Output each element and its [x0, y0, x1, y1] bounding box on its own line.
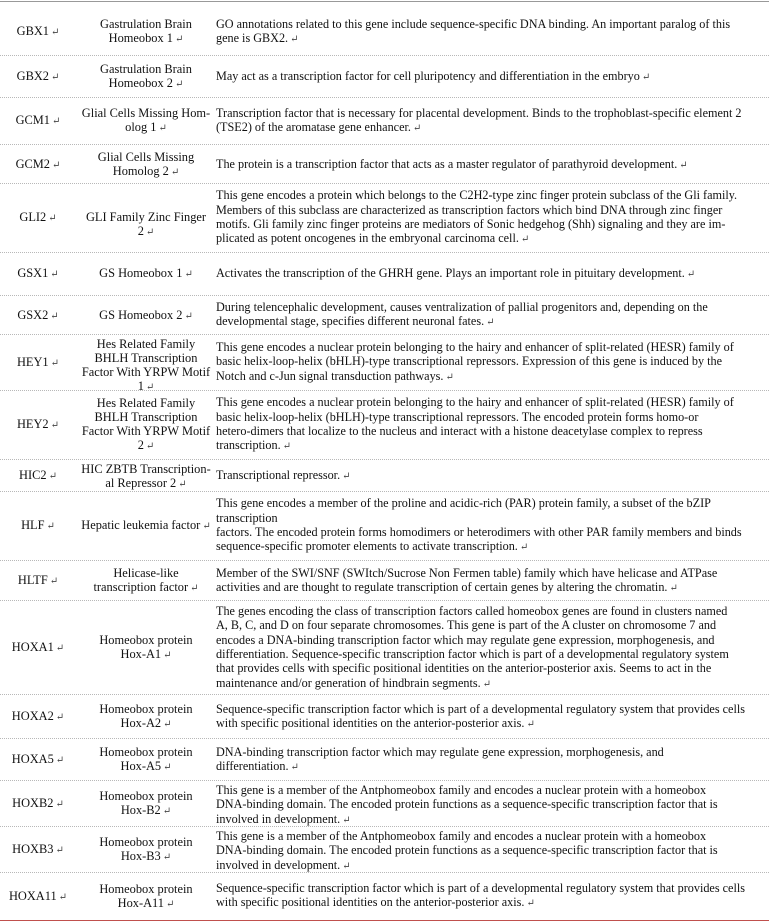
gene-full-name [78, 308, 214, 324]
paragraph-mark-icon: ↵ [50, 27, 60, 38]
description-line: A, B, C, and D on four separate chromosomes. This gene is part of the A cluster on chromosome 7 and [216, 618, 717, 633]
gene-description [216, 266, 769, 282]
description-line: May act as a transcription factor for cell pluripotency and differentiation in the embryo ↵ [216, 68, 651, 83]
name-line: transcription factor ↵ [93, 580, 199, 594]
name-line: Hox-A2 ↵ [120, 716, 172, 730]
row-divider [0, 459, 769, 460]
gene-description [216, 566, 769, 597]
description-line: During telencephalic development, causes ventralization of pallial progenitors and, depending on the [216, 300, 708, 315]
gene-symbol: HOXB3 ↵ [12, 842, 64, 856]
description-line: involved in development. ↵ [216, 811, 351, 826]
name-line: 2 ↵ [137, 438, 155, 452]
description-line: activities and are thought to regulate transcription of certain genes by altering the chromatin. ↵ [216, 579, 678, 594]
paragraph-mark-icon: ↵ [52, 116, 61, 127]
description-line: Transcription factor that is necessary for placental development. Binds to the trophoblast-specific element 2 [216, 105, 742, 120]
row-divider [0, 738, 769, 739]
paragraph-mark-icon: ↵ [158, 123, 167, 134]
gene-full-name [78, 106, 214, 136]
name-line: Factor With YRPW Motif [81, 424, 211, 438]
paragraph-mark-icon: ↵ [48, 471, 57, 482]
gene-full-name [78, 337, 214, 395]
paragraph-mark-icon: ↵ [184, 269, 193, 280]
description-line: Member of the SWI/SNF (SWItch/Sucrose Non Fermen table) family which have helicase and ATPase [216, 565, 718, 580]
gene-symbol: HLF ↵ [21, 518, 55, 532]
gene-symbol: GSX2 ↵ [17, 307, 59, 322]
description-line: sequence-specific promoter elements to activate transcription. ↵ [216, 539, 529, 554]
description-line: developmental stage, specifies different neuronal fates. ↵ [216, 314, 495, 329]
name-line: Hox-B3 ↵ [120, 849, 172, 863]
description-line: factors. The encoded protein forms homodimers or heterodimers with other PAR family members and binds [216, 524, 742, 539]
name-line: GS Homeobox 2 ↵ [99, 307, 193, 322]
description-line: basic helix-loop-helix (bHLH)-type transcriptional repressors. Expression of this gene is induced by the [216, 354, 722, 369]
table-bottom-border [0, 920, 769, 921]
gene-full-name [78, 566, 214, 596]
gene-description [216, 881, 769, 912]
name-line: al Repressor 2 ↵ [105, 476, 187, 490]
name-line: Hes Related Family [96, 396, 196, 410]
table-row [0, 255, 769, 291]
table-row [0, 58, 769, 94]
gene-full-name [78, 17, 214, 47]
paragraph-mark-icon: ↵ [520, 234, 530, 246]
row-divider [0, 826, 769, 827]
table-row [0, 829, 769, 872]
description-line: The protein is a transcription factor that acts as a master regulator of parathyroid development. ↵ [216, 156, 688, 171]
description-line: (TSE2) of the aromatase gene enhancer. ↵ [216, 119, 422, 134]
gene-symbol: HOXA11 ↵ [8, 888, 68, 903]
description-line: DNA-binding domain. The encoded protein functions as a sequence-specific transcription factor that is [216, 797, 718, 812]
gene-description [216, 106, 769, 137]
description-line: motifs. Gli family zinc finger proteins are mediators of Sonic hedgehog (Shh) signaling and they are im- [216, 216, 726, 231]
table-row [0, 393, 769, 455]
description-line: This gene encodes a nuclear protein belonging to the hairy and enhancer of split-related (HESR) family of [216, 395, 734, 410]
paragraph-mark-icon: ↵ [55, 845, 64, 856]
paragraph-mark-icon: ↵ [202, 521, 211, 532]
name-line: Homeobox protein [99, 881, 193, 896]
description-line: hetero-dimers that localize to the nucleus and interact with a histone deacetylase complex to repress [216, 423, 703, 438]
paragraph-mark-icon: ↵ [669, 582, 678, 594]
gene-symbol: GBX2 ↵ [16, 69, 60, 83]
gene-symbol: HOXA5 ↵ [11, 752, 65, 766]
paragraph-mark-icon: ↵ [174, 34, 184, 45]
paragraph-mark-icon: ↵ [282, 441, 292, 453]
paragraph-mark-icon: ↵ [50, 72, 60, 83]
row-divider [0, 780, 769, 781]
gene-symbol: HOXA1 ↵ [11, 640, 65, 654]
paragraph-mark-icon: ↵ [162, 852, 172, 863]
paragraph-mark-icon: ↵ [46, 521, 55, 532]
paragraph-mark-icon: ↵ [526, 898, 535, 910]
paragraph-mark-icon: ↵ [145, 441, 155, 452]
row-divider [0, 55, 769, 56]
gene-description [216, 745, 769, 776]
gene-symbol: GCM2 ↵ [15, 157, 61, 171]
gene-full-name [78, 396, 214, 454]
paragraph-mark-icon: ↵ [686, 268, 696, 280]
description-line: Activates the transcription of the GHRH gene. Plays an important role in pituitary development. ↵ [216, 265, 696, 280]
name-line: Gastrulation Brain [100, 62, 192, 76]
name-line: Gastrulation Brain [100, 17, 192, 31]
description-line: that provides cells with specific positional identities on the anterior-posterior axis. Seems to act in the [216, 661, 712, 676]
paragraph-mark-icon: ↵ [290, 761, 299, 773]
gene-symbol: GSX1 ↵ [17, 266, 59, 280]
table-top-border [0, 1, 769, 2]
table-row [0, 186, 769, 248]
gene-description [216, 829, 769, 874]
gene-full-name [78, 210, 214, 240]
paragraph-mark-icon: ↵ [170, 167, 180, 178]
row-divider [0, 600, 769, 601]
table-row [0, 875, 769, 916]
gene-description [216, 157, 769, 173]
description-line: The genes encoding the class of transcription factors called homeobox genes are found in clusters named [216, 604, 728, 619]
description-line: Sequence-specific transcription factor which is part of a developmental regulatory system that provides cells [216, 881, 745, 896]
name-line: GLI Family Zinc Finger 2 ↵ [85, 210, 207, 238]
table-row [0, 462, 769, 488]
table-row [0, 741, 769, 777]
paragraph-mark-icon: ↵ [482, 678, 492, 690]
paragraph-mark-icon: ↵ [50, 420, 60, 431]
description-line: maintenance and/or generation of hindbrain segments. ↵ [216, 675, 492, 690]
table-row [0, 563, 769, 597]
description-line: differentiation. Sequence-specific transcription factor which is part of a developmental regulatory system [216, 646, 729, 661]
paragraph-mark-icon: ↵ [486, 317, 495, 329]
paragraph-mark-icon: ↵ [48, 213, 57, 224]
description-line: This gene is a member of the Antphomeobox family and encodes a nuclear protein with a homeobox [216, 783, 707, 797]
paragraph-mark-icon: ↵ [178, 479, 187, 490]
name-line: olog 1 ↵ [125, 120, 167, 134]
name-line: Homolog 2 ↵ [112, 164, 180, 178]
paragraph-mark-icon: ↵ [58, 891, 68, 903]
table-row [0, 100, 769, 140]
name-line: Hes Related Family [96, 337, 196, 351]
paragraph-mark-icon: ↵ [55, 712, 65, 723]
description-line: Transcriptional repressor. ↵ [216, 467, 351, 482]
gene-full-name [78, 702, 214, 732]
paragraph-mark-icon: ↵ [145, 382, 155, 393]
row-divider [0, 295, 769, 296]
description-line: encodes a DNA-binding transcription factor which may regulate gene expression, morphogenesis, and [216, 632, 715, 647]
gene-full-name [78, 835, 214, 865]
table-row [0, 148, 769, 180]
gene-description [216, 188, 769, 247]
gene-description [216, 395, 769, 454]
description-line: Notch and c-Jun signal transduction pathways. ↵ [216, 368, 454, 383]
name-line: Homeobox 1 ↵ [108, 31, 184, 45]
paragraph-mark-icon: ↵ [641, 71, 651, 83]
paragraph-mark-icon: ↵ [290, 33, 299, 45]
name-line: BHLH Transcription [94, 410, 198, 424]
description-line: plicated as potent oncogenes in the embryonal carcinoma cell. ↵ [216, 231, 530, 246]
paragraph-mark-icon: ↵ [679, 159, 688, 171]
gene-symbol: HIC2 ↵ [19, 468, 57, 482]
name-line: Homeobox protein [99, 702, 193, 716]
table-row [0, 494, 769, 556]
paragraph-mark-icon: ↵ [55, 799, 64, 810]
name-line: Hox-A11 ↵ [117, 895, 175, 910]
paragraph-mark-icon: ↵ [55, 643, 65, 654]
name-line: Hox-A5 ↵ [120, 759, 172, 773]
name-line: Homeobox protein [99, 745, 193, 759]
name-line: GS Homeobox 1 ↵ [99, 266, 193, 280]
paragraph-mark-icon: ↵ [163, 762, 172, 773]
gene-symbol: HLTF ↵ [17, 573, 59, 587]
description-line: Sequence-specific transcription factor which is part of a developmental regulatory system that provides cells [216, 701, 745, 716]
table-row [0, 603, 769, 691]
name-line: Glial Cells Missing Hom- [81, 106, 211, 120]
paragraph-mark-icon: ↵ [50, 269, 59, 280]
gene-full-name [78, 745, 214, 775]
paragraph-mark-icon: ↵ [162, 806, 172, 817]
name-line: BHLH Transcription [94, 351, 198, 365]
paragraph-mark-icon: ↵ [163, 650, 172, 661]
table-row [0, 337, 769, 393]
gene-full-name [78, 462, 214, 492]
description-line: with specific positional identities on the anterior-posterior axis. ↵ [216, 715, 535, 730]
gene-description [216, 69, 769, 85]
paragraph-mark-icon: ↵ [184, 310, 193, 322]
gene-symbol: GBX1 ↵ [16, 24, 60, 38]
row-divider [0, 390, 769, 391]
gene-symbol: GCM1 ↵ [15, 113, 61, 127]
row-divider [0, 872, 769, 873]
description-line: GO annotations related to this gene include sequence-specific DNA binding. An important paralog of this [216, 16, 731, 31]
gene-full-name [78, 150, 214, 180]
row-divider [0, 97, 769, 98]
gene-description [216, 702, 769, 733]
gene-description [216, 468, 769, 484]
gene-description [216, 300, 769, 331]
description-line: with specific positional identities on the anterior-posterior axis. ↵ [216, 895, 535, 910]
gene-symbol: HOXA2 ↵ [11, 709, 65, 723]
table-row [0, 10, 769, 52]
gene-symbol: HEY2 ↵ [16, 417, 60, 431]
description-line: This gene is a member of the Antphomeobox family and encodes a nuclear protein with a homeobox [216, 829, 707, 843]
paragraph-mark-icon: ↵ [165, 898, 175, 910]
paragraph-mark-icon: ↵ [145, 227, 155, 238]
description-line: gene is GBX2. ↵ [216, 30, 299, 45]
row-divider [0, 183, 769, 184]
paragraph-mark-icon: ↵ [50, 310, 59, 322]
name-line: Glial Cells Missing [97, 150, 195, 164]
row-divider [0, 144, 769, 145]
description-line: DNA-binding transcription factor which may regulate gene expression, morphogenesis, and [216, 744, 664, 759]
gene-full-name [78, 882, 214, 912]
description-line: Members of this subclass are characterized as transcription factors which bind DNA through zinc finger [216, 202, 723, 217]
gene-symbol: GLI2 ↵ [19, 210, 57, 224]
paragraph-mark-icon: ↵ [55, 755, 65, 766]
name-line: Homeobox protein [99, 835, 193, 849]
gene-description [216, 604, 769, 692]
name-line: Hox-B2 ↵ [120, 803, 172, 817]
description-line: This gene encodes a member of the proline and acidic-rich (PAR) protein family, a subset of the bZIP [216, 496, 711, 511]
paragraph-mark-icon: ↵ [342, 470, 351, 482]
gene-symbol: HEY1 ↵ [16, 354, 60, 369]
paragraph-mark-icon: ↵ [190, 583, 199, 594]
paragraph-mark-icon: ↵ [412, 122, 422, 134]
paragraph-mark-icon: ↵ [163, 719, 172, 730]
gene-full-name [78, 266, 214, 282]
paragraph-mark-icon: ↵ [52, 160, 61, 171]
gene-description [216, 17, 769, 48]
name-line: Factor With YRPW Motif [81, 365, 211, 379]
row-divider [0, 252, 769, 253]
name-line: Homeobox protein [99, 789, 193, 803]
description-line: transcription [216, 510, 278, 525]
gene-description [216, 340, 769, 385]
table-row [0, 783, 769, 826]
row-divider [0, 491, 769, 492]
paragraph-mark-icon: ↵ [174, 79, 184, 90]
name-line: Homeobox 2 ↵ [108, 76, 184, 90]
description-line: transcription. ↵ [216, 438, 292, 453]
paragraph-mark-icon: ↵ [342, 814, 351, 826]
paragraph-mark-icon: ↵ [342, 860, 351, 872]
gene-full-name [78, 62, 214, 92]
gene-full-name [78, 518, 214, 534]
gene-description [216, 496, 769, 555]
description-line: differentiation. ↵ [216, 758, 299, 773]
paragraph-mark-icon: ↵ [519, 542, 529, 554]
name-line: Homeobox protein [99, 633, 193, 647]
paragraph-mark-icon: ↵ [526, 718, 535, 730]
row-divider [0, 334, 769, 335]
name-line: 1 ↵ [137, 379, 155, 393]
paragraph-mark-icon: ↵ [445, 371, 454, 383]
paragraph-mark-icon: ↵ [50, 357, 60, 369]
name-line: HIC ZBTB Transcription- [81, 462, 211, 476]
gene-full-name [78, 633, 214, 663]
table-row [0, 697, 769, 735]
row-divider [0, 560, 769, 561]
gene-description [216, 783, 769, 828]
paragraph-mark-icon: ↵ [49, 576, 59, 587]
description-line: DNA-binding domain. The encoded protein functions as a sequence-specific transcription factor that is [216, 843, 718, 858]
name-line: Helicase-like [113, 566, 179, 580]
gene-full-name [78, 789, 214, 819]
row-divider [0, 694, 769, 695]
gene-symbol: HOXB2 ↵ [12, 796, 64, 810]
description-line: This gene encodes a nuclear protein belonging to the hairy and enhancer of split-related (HESR) family of [216, 340, 734, 355]
table-row [0, 298, 769, 331]
name-line: Hox-A1 ↵ [120, 647, 172, 661]
description-line: This gene encodes a protein which belongs to the C2H2-type zinc finger protein subclass of the Gli family. [216, 188, 738, 203]
description-line: basic helix-loop-helix (bHLH)-type transcriptional repressors. The encoded protein forms homo-or [216, 409, 699, 424]
name-line: Hepatic leukemia factor ↵ [81, 518, 211, 532]
description-line: involved in development. ↵ [216, 857, 351, 872]
